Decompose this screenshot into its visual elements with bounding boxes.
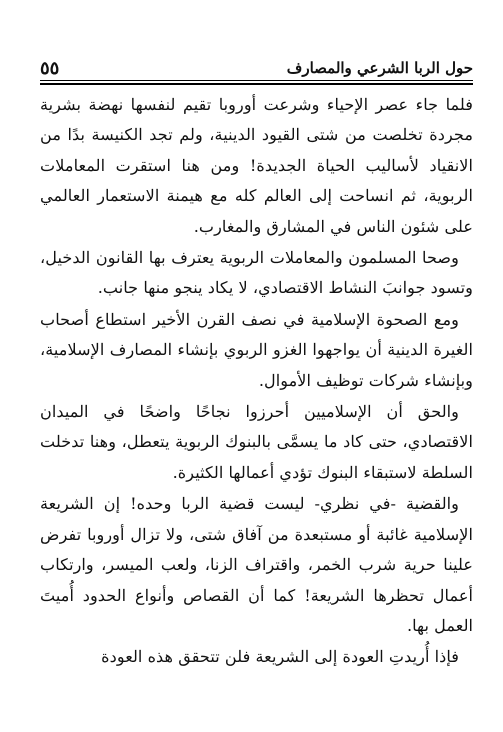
paragraph-5: والقضية -في نظري- ليست قضية الربا وحده! إن الشريعة الإسلامية غائبة أو مستبعدة من آفاق شتى، ولا تزال أوروبا تفرض علينا حرية شرب الخمر، واقتراف الزنا، ولعب الميسر، وارتكاب أعمال تحظرها الشريعة! كما أن القصاص وأنواع الحدود أُميتَ العمل بها.	[40, 494, 473, 635]
paragraph-4: والحق أن الإسلاميين أحرزوا نجاحًا واضحًا في الميدان الاقتصادي، حتى كاد ما يسمَّى بالبنوك الربوية يتعطل، وهنا تدخلت السلطة لاستبقاء البنوك تؤدي أعمالها الكثيرة.	[40, 402, 473, 482]
page-header	[40, 52, 473, 78]
running-title: حول الربا الشرعي والمصارف	[286, 59, 473, 77]
paragraph-3: ومع الصحوة الإسلامية في نصف القرن الأخير استطاع أصحاب الغيرة الدينية أن يواجهوا الغزو الربوي بإنشاء المصارف الإسلامية، وبإنشاء شركات توظيف الأموال.	[40, 309, 473, 390]
page-body	[40, 90, 473, 673]
paragraph-1: فلما جاء عصر الإحياء وشرعت أوروبا تقيم لنفسها نهضة بشرية مجردة تخلصت من شتى القيود الدينية، ولم تجد الكنيسة بدًا من الانقياد لأساليب الحياة الجديدة! ومن هنا استقرت المعاملات الربوية، ثم انساحت إلى العالم كله مع هيمنة الاستعمار العالمي على شئون الناس في المشارق والمغارب.	[40, 95, 473, 236]
header-rule	[40, 80, 473, 85]
paragraph-6: فإذا أُريدتِ العودة إلى الشريعة فلن تتحقق هذه العودة	[101, 647, 459, 667]
paragraph-2: وصحا المسلمون والمعاملات الربوية يعترف بها القانون الدخيل، وتسود جوانبَ النشاط الاقتصادي، لا يكاد ينجو منها جانب.	[40, 248, 473, 298]
page-number: ٥٥	[40, 58, 60, 79]
